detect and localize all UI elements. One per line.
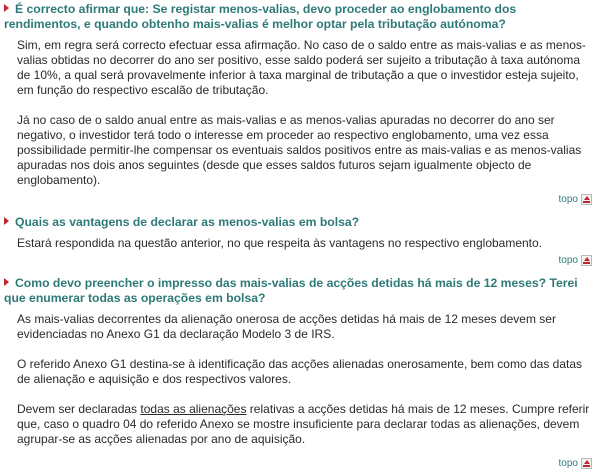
faq-answer-3-paragraph-3 bbox=[17, 402, 591, 447]
back-to-top-link-2[interactable] bbox=[559, 254, 592, 267]
faq-answer-2-paragraph-1: Estará respondida na questão anterior, no que respeita às vantagens no respectivo englobamento. bbox=[17, 236, 543, 250]
back-to-top-label: topo bbox=[558, 194, 578, 205]
back-to-top-icon bbox=[581, 194, 592, 205]
faq-answer-1 bbox=[17, 38, 591, 188]
paragraph-text-end: relativas a acções detidas há mais de 12 meses. Cumpre referir que, caso o quadro 04 do referido Anexo se mostre insuficiente para declarar todas as alienações, devem agrupar-se as acções alienadas por ano de aquisição. bbox=[17, 402, 590, 446]
faq-question-2-text: Quais as vantagens de declarar as menos-valias em bolsa? bbox=[15, 215, 360, 229]
faq-answer-3 bbox=[17, 312, 591, 447]
faq-answer-3-paragraph-1: As mais-valias decorrentes da alienação onerosa de acções detidas há mais de 12 meses devem ser evidenciadas no Anexo G1 da declaração Modelo 3 de IRS. bbox=[17, 312, 556, 341]
faq-answer-2 bbox=[17, 236, 591, 251]
faq-question-1[interactable] bbox=[4, 2, 594, 32]
back-to-top-label: topo bbox=[558, 255, 578, 266]
back-to-top-icon bbox=[581, 458, 592, 469]
bullet-arrow-icon bbox=[4, 278, 9, 286]
back-to-top-link-3[interactable] bbox=[559, 457, 592, 470]
bullet-arrow-icon bbox=[4, 4, 9, 12]
faq-question-2[interactable] bbox=[4, 215, 594, 230]
bullet-arrow-icon bbox=[4, 217, 9, 225]
back-to-top-label: topo bbox=[558, 458, 578, 469]
faq-question-3-text: Como devo preencher o impresso das mais-valias de acções detidas há mais de 12 meses? Terei que enumerar todas as operações em bolsa? bbox=[4, 276, 578, 305]
back-to-top-link-1[interactable] bbox=[559, 193, 592, 206]
paragraph-text-start: Devem ser declaradas bbox=[17, 402, 141, 416]
faq-answer-3-paragraph-2: O referido Anexo G1 destina-se à identificação das acções alienadas onerosamente, bem como das datas de alienação e aquisição e dos respectivos valores. bbox=[17, 357, 583, 386]
back-to-top-icon bbox=[581, 255, 592, 266]
faq-answer-1-paragraph-1: Sim, em regra será correcto efectuar essa afirmação. No caso de o saldo entre as mais-valias e as menos-valias obtidas no decorrer do ano ser positivo, esse saldo poderá ser sujeito a tributação à taxa autónoma de 10%, a qual será provavelmente inferior à taxa marginal de tributação a que o investidor esteja sujeito, em função do respectivo escalão de tributação. bbox=[17, 38, 586, 97]
faq-answer-1-paragraph-2: Já no caso de o saldo anual entre as mais-valias e as menos-valias apuradas no decorrer do ano ser negativo, o investidor terá todo o interesse em proceder ao respectivo englobamento, uma vez essa possibilidade permitir-lhe compensar os eventuais saldos positivos entre as mais-valias e as menos-valias apuradas nos dois anos seguintes (desde que esses saldos futuros sejam igualmente objecto de englobamento). bbox=[17, 113, 582, 187]
faq-question-3[interactable] bbox=[4, 276, 594, 306]
underlined-emphasis: todas as alienações bbox=[140, 402, 247, 416]
faq-question-1-text: É correcto afirmar que: Se registar menos-valias, devo proceder ao englobamento dos rendimentos, e quando obtenho mais-valias é melhor optar pela tributação autónoma? bbox=[4, 2, 517, 31]
